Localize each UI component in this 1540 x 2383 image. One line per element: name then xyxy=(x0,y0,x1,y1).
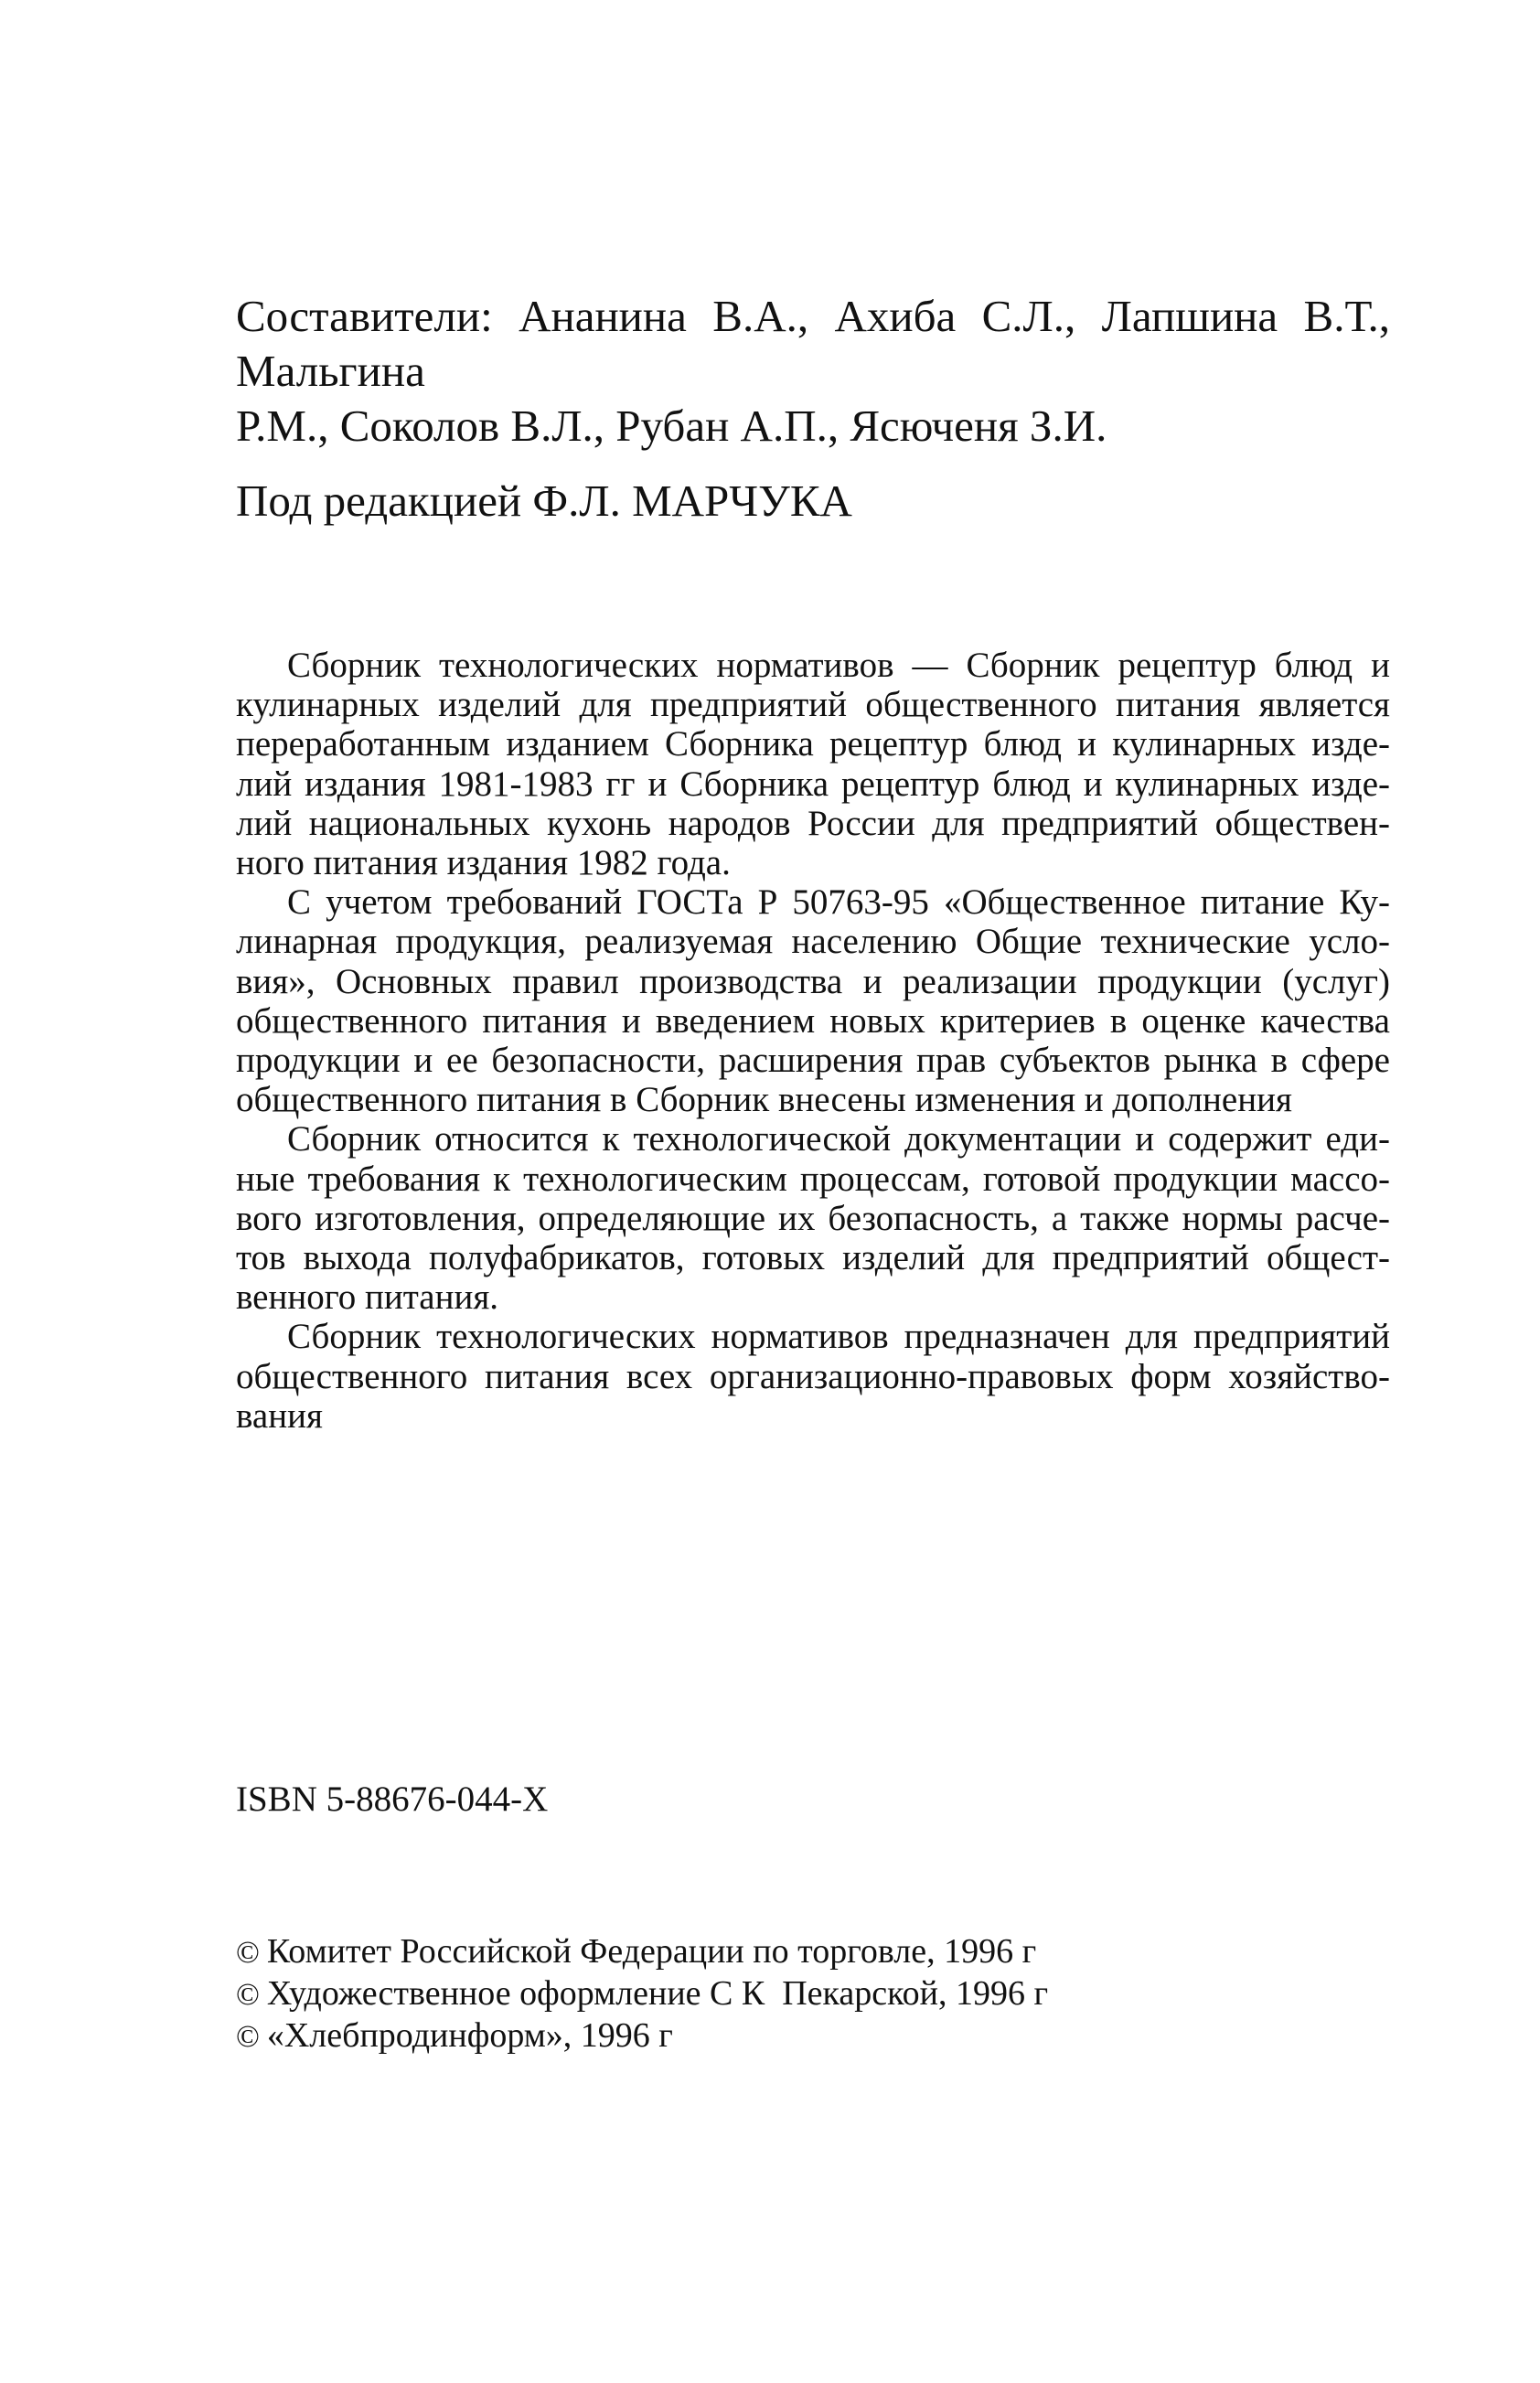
abstract-line: вания xyxy=(236,1395,323,1436)
abstract-line: Сборник технологических нормативов — Сборник рецептур блюд и xyxy=(287,646,1390,685)
copyright-holder: Комитет Российской Федерации по торговле, 1996 г xyxy=(266,1932,1037,1971)
isbn-number: ISBN 5-88676-044-X xyxy=(236,1779,549,1819)
editor-credit xyxy=(236,474,1390,529)
isbn-block xyxy=(236,1778,1390,1822)
abstract-line: ного питания издания 1982 года. xyxy=(236,843,731,883)
abstract-line: тов выхода полуфабрикатов, готовых изделий для предприятий общест- xyxy=(236,1238,1390,1278)
abstract-line: линарная продукция, реализуемая населению Общие технические усло- xyxy=(236,922,1390,962)
abstract-line: кулинарных изделий для предприятий общественного питания является xyxy=(236,685,1390,725)
abstract-line: лий издания 1981-1983 гг и Сборника рецептур блюд и кулинарных изде- xyxy=(236,764,1390,804)
abstract-line: Сборник относится к технологической документации и содержит еди- xyxy=(287,1119,1390,1159)
abstract-line: С учетом требований ГОСТа Р 50763-95 «Общественное питание Ку- xyxy=(287,882,1390,923)
copyright-icon: © xyxy=(236,1978,260,2012)
abstract-text xyxy=(236,646,1390,1436)
abstract-line: лий национальных кухонь народов России для предприятий обществен- xyxy=(236,803,1390,843)
compilers-line: Р.М., Соколов В.Л., Рубан А.П., Ясюченя З.И. xyxy=(236,401,1107,451)
copyright-icon: © xyxy=(236,1936,260,1970)
abstract-line: Сборник технологических нормативов предназначен для предприятий xyxy=(287,1317,1390,1357)
abstract-line: вого изготовления, определяющие их безопасность, а также нормы расче- xyxy=(236,1198,1390,1238)
compilers-list xyxy=(236,289,1390,454)
abstract-line: венного питания. xyxy=(236,1277,499,1318)
copyright-notices xyxy=(236,1931,1390,2057)
copyright-line xyxy=(236,1931,1390,1973)
copyright-line xyxy=(236,2015,1390,2057)
abstract-line: общественного питания и введением новых критериев в оценке качества xyxy=(236,1000,1390,1041)
copyright-icon: © xyxy=(236,2020,260,2054)
abstract-line: общественного питания в Сборник внесены изменения и дополнения xyxy=(236,1080,1292,1120)
compilers-line: Составители: Ананина В.А., Ахиба С.Л., Лапшина В.Т., Мальгина xyxy=(236,291,1390,396)
abstract-line: общественного питания всех организационно-правовых форм хозяйство- xyxy=(236,1356,1390,1396)
copyright-holder: «Хлебпродинформ», 1996 г xyxy=(266,2016,673,2055)
copyright-holder: Художественное оформление С К Пекарской, 1996 г xyxy=(266,1974,1049,2013)
editor-line: Под редакцией Ф.Л. МАРЧУКА xyxy=(236,476,852,526)
abstract-line: ные требования к технологическим процессам, готовой продукции массо- xyxy=(236,1159,1390,1199)
abstract-line: переработанным изданием Сборника рецептур блюд и кулинарных изде- xyxy=(236,724,1390,764)
abstract-line: продукции и ее безопасности, расширения прав субъектов рынка в сфере xyxy=(236,1041,1390,1081)
copyright-line xyxy=(236,1973,1390,2015)
abstract-line: вия», Основных правил производства и реализации продукции (услуг) xyxy=(236,961,1390,1001)
